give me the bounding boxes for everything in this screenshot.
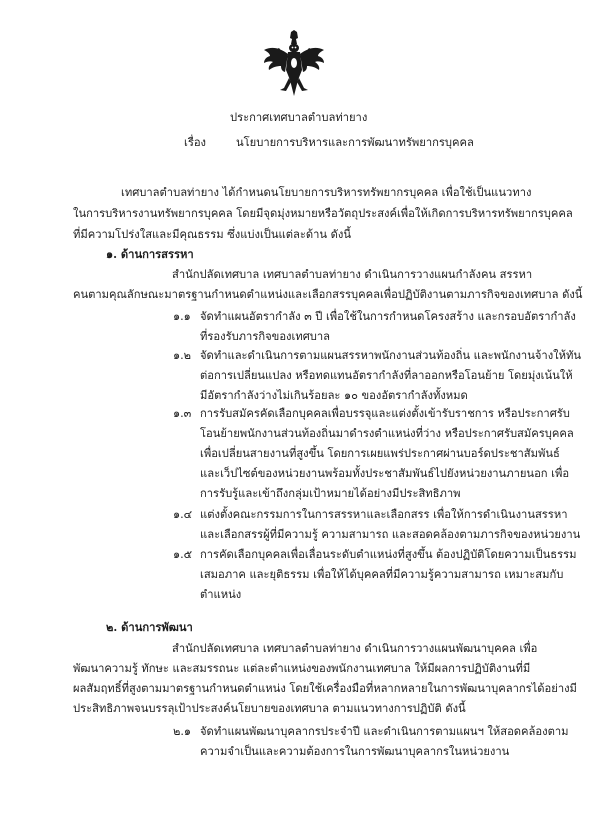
section-paragraph-line: คนตามคุณลักษณะมาตรฐานกำหนดตำแหน่งและเลือกสรรบุคคลเพื่อปฏิบัติงานตามภารกิจของเทศบาล ดังนี้ <box>73 288 583 301</box>
section-paragraph-line: พัฒนาความรู้ ทักษะ และสมรรถนะ แต่ละตำแหน่งของพนักงานเทศบาล ให้มีผลการปฏิบัติงานที่มี <box>73 662 531 675</box>
item-line: ความจำเป็นและความต้องการในการพัฒนาบุคลากรในหน่วยงาน <box>200 745 510 758</box>
item-line: ต่อการเปลี่ยนแปลง หรือทดแทนอัตรากำลังที่ลาออกหรือโอนย้าย โดยมุ่งเน้นให้ <box>200 369 573 382</box>
item-number: ๑.๕ <box>173 548 193 561</box>
item-line: เสมอภาค และยุติธรรม เพื่อให้ได้บุคคลที่มีความรู้ความสามารถ เหมาะสมกับ <box>200 568 564 581</box>
item-number: ๑.๔ <box>173 508 193 521</box>
subject-label: เรื่อง <box>184 136 207 149</box>
item-line: โอนย้ายพนักงานส่วนท้องถิ่นมาดำรงตำแหน่งที่ว่าง หรือประกาศรับสมัครบุคคล <box>200 427 574 440</box>
section-paragraph-line: ประสิทธิภาพจนบรรลุเป้าประสงค์นโยบายของเทศบาล ตามแนวทางการปฏิบัติ ดังนี้ <box>73 702 466 715</box>
item-line: แต่งตั้งคณะกรรมการในการสรรหาและเลือกสรร เพื่อให้การดำเนินงานสรรหา <box>200 508 568 521</box>
item-number: ๑.๒ <box>173 349 192 362</box>
item-line: จัดทำและดำเนินการตามแผนสรรหาพนักงานส่วนท้องถิ่น และพนักงานจ้างให้ทัน <box>200 349 582 362</box>
item-number: ๒.๑ <box>173 725 192 738</box>
intro-line: เทศบาลตำบลท่ายาง ได้กำหนดนโยบายการบริหารทรัพยากรบุคคล เพื่อใช้เป็นแนวทาง <box>121 186 532 199</box>
item-line: จัดทำแผนอัตรากำลัง ๓ ปี เพื่อใช้ในการกำหนดโครงสร้าง และกรอบอัตรากำลัง <box>200 310 576 323</box>
section-heading: ๑. ด้านการสรรหา <box>106 247 194 261</box>
item-line: การคัดเลือกบุคคลเพื่อเลื่อนระดับตำแหน่งที่สูงขึ้น ต้องปฏิบัติโดยความเป็นธรรม <box>200 548 577 561</box>
intro-line: ในการบริหารงานทรัพยากรบุคคล โดยมีจุดมุ่งหมายหรือวัตถุประสงค์เพื่อให้เกิดการบริหารทรัพยากรบุคคล <box>73 207 573 220</box>
subject-text: นโยบายการบริหารและการพัฒนาทรัพยากรบุคคล <box>236 136 474 149</box>
item-line: และเว็ปไซต์ของหน่วยงานพร้อมทั้งประชาสัมพันธ์ไปยังหน่วยงานภายนอก เพื่อ <box>200 467 570 480</box>
item-line: การรับรู้และเข้าถึงกลุ่มเป้าหมายได้อย่างมีประสิทธิภาพ <box>200 487 461 500</box>
section-paragraph-line: สำนักปลัดเทศบาล เทศบาลตำบลท่ายาง ดำเนินการวางแผนพัฒนาบุคคล เพื่อ <box>172 642 538 655</box>
item-line: มีอัตรากำลังว่างไม่เกินร้อยละ ๑๐ ของอัตรากำลังทั้งหมด <box>200 389 468 402</box>
item-line: เพื่อเปลี่ยนสายงานที่สูงขึ้น โดยการเผยแพร่ประกาศผ่านบอร์ดประชาสัมพันธ์ <box>200 447 560 460</box>
section-paragraph-line: ผลสัมฤทธิ์ที่สูงตามมาตรฐานกำหนดตำแหน่ง โดยใช้เครื่องมือที่หลากหลายในการพัฒนาบุคลากรได้อย่างมี <box>73 682 577 695</box>
item-line: การรับสมัครคัดเลือกบุคคลเพื่อบรรจุและแต่งตั้งเข้ารับราชการ หรือประกาศรับ <box>200 407 570 420</box>
garuda-emblem-icon <box>262 30 326 96</box>
announcement-title: ประกาศเทศบาลตำบลท่ายาง <box>230 111 368 124</box>
item-line: และเลือกสรรผู้ที่มีความรู้ ความสามารถ และสอดคล้องตามภารกิจของหน่วยงาน <box>200 528 581 541</box>
item-line: ตำแหน่ง <box>200 588 242 601</box>
section-heading: ๒. ด้านการพัฒนา <box>106 620 193 634</box>
item-line: จัดทำแผนพัฒนาบุคลากรประจำปี และดำเนินการตามแผนฯ ให้สอดคล้องตาม <box>200 725 569 738</box>
intro-line: ที่มีความโปร่งใสและมีคุณธรรม ซึ่งแบ่งเป็นแต่ละด้าน ดังนี้ <box>73 228 352 241</box>
section-paragraph-line: สำนักปลัดเทศบาล เทศบาลตำบลท่ายาง ดำเนินการวางแผนกำลังคน สรรหา <box>172 268 533 281</box>
item-line: ที่รองรับภารกิจของเทศบาล <box>200 330 331 343</box>
item-number: ๑.๑ <box>173 310 191 323</box>
item-number: ๑.๓ <box>173 407 192 420</box>
